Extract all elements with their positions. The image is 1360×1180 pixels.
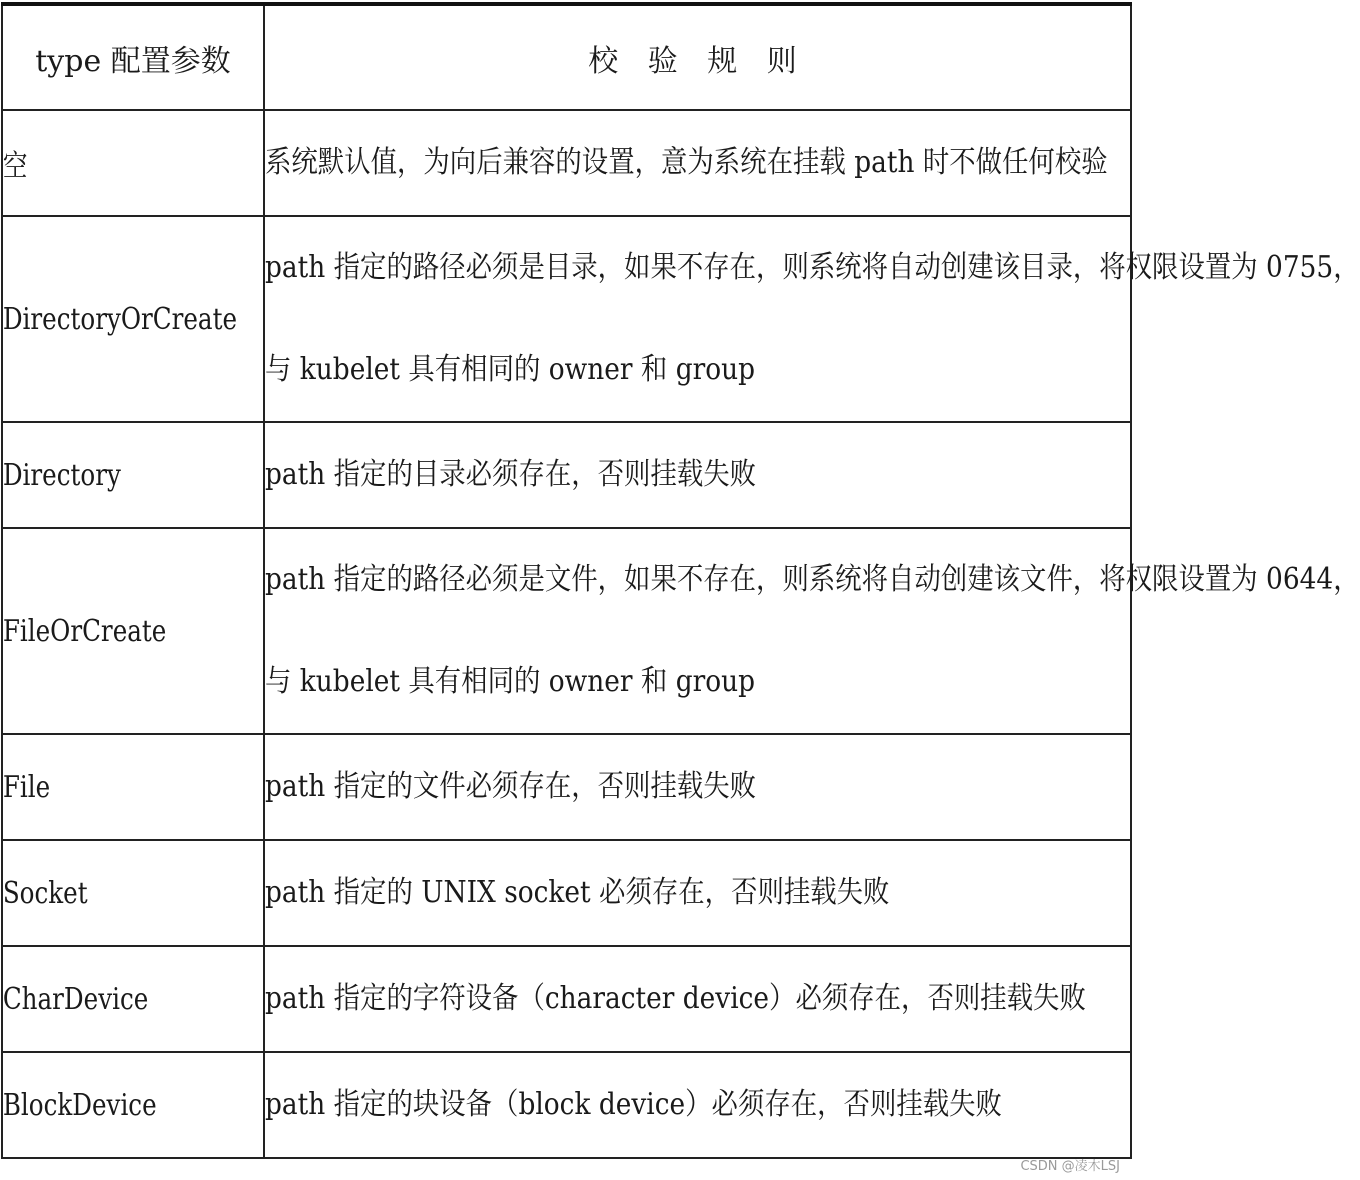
rule-cell — [264, 216, 1360, 422]
table-row — [2, 422, 1131, 528]
rule-line: path 指定的字符设备（character device）必须存在，否则挂载失败 — [265, 981, 1086, 1016]
table-row — [2, 216, 1131, 422]
rule-cell — [264, 734, 1131, 840]
table-row — [2, 1052, 1131, 1158]
type-cell: Directory — [2, 422, 217, 528]
table-header-row — [2, 4, 1131, 110]
rule-cell — [264, 528, 1360, 734]
rule-line: path 指定的 UNIX socket 必须存在，否则挂载失败 — [265, 875, 890, 910]
rule-line: 与 kubelet 具有相同的 owner 和 group — [265, 664, 756, 699]
rule-cell — [264, 422, 1131, 528]
rule-line: 与 kubelet 具有相同的 owner 和 group — [265, 352, 756, 387]
table-row — [2, 840, 1131, 946]
rule-line: path 指定的路径必须是目录，如果不存在，则系统将自动创建该目录，将权限设置为 0755， — [265, 250, 1360, 285]
rule-cell — [264, 946, 1131, 1052]
table-row — [2, 110, 1131, 216]
type-cell: 空 — [2, 110, 217, 216]
rule-cell — [264, 840, 1131, 946]
rule-cell — [264, 1052, 1131, 1158]
header-validation-rule: 校 验 规 则 — [264, 4, 1131, 110]
table-row — [2, 734, 1131, 840]
rule-line: 系统默认值，为向后兼容的设置，意为系统在挂载 path 时不做任何校验 — [265, 145, 1108, 180]
type-cell: BlockDevice — [2, 1052, 217, 1158]
rule-line: path 指定的目录必须存在，否则挂载失败 — [265, 457, 757, 492]
header-type-param: type 配置参数 — [2, 4, 264, 110]
hostpath-type-table — [1, 2, 1360, 1159]
watermark-text: CSDN @凌木LSJ — [1020, 1159, 1120, 1174]
type-cell: FileOrCreate — [2, 528, 217, 734]
table-row — [2, 528, 1131, 734]
type-cell: File — [2, 734, 217, 840]
table-row — [2, 946, 1131, 1052]
rule-line: path 指定的块设备（block device）必须存在，否则挂载失败 — [265, 1087, 1002, 1122]
type-cell: CharDevice — [2, 946, 217, 1052]
type-cell: DirectoryOrCreate — [2, 216, 217, 422]
type-cell: Socket — [2, 840, 217, 946]
rule-line: path 指定的文件必须存在，否则挂载失败 — [265, 769, 757, 804]
rule-line: path 指定的路径必须是文件，如果不存在，则系统将自动创建该文件，将权限设置为 0644， — [265, 562, 1360, 597]
rule-cell — [264, 110, 1131, 216]
